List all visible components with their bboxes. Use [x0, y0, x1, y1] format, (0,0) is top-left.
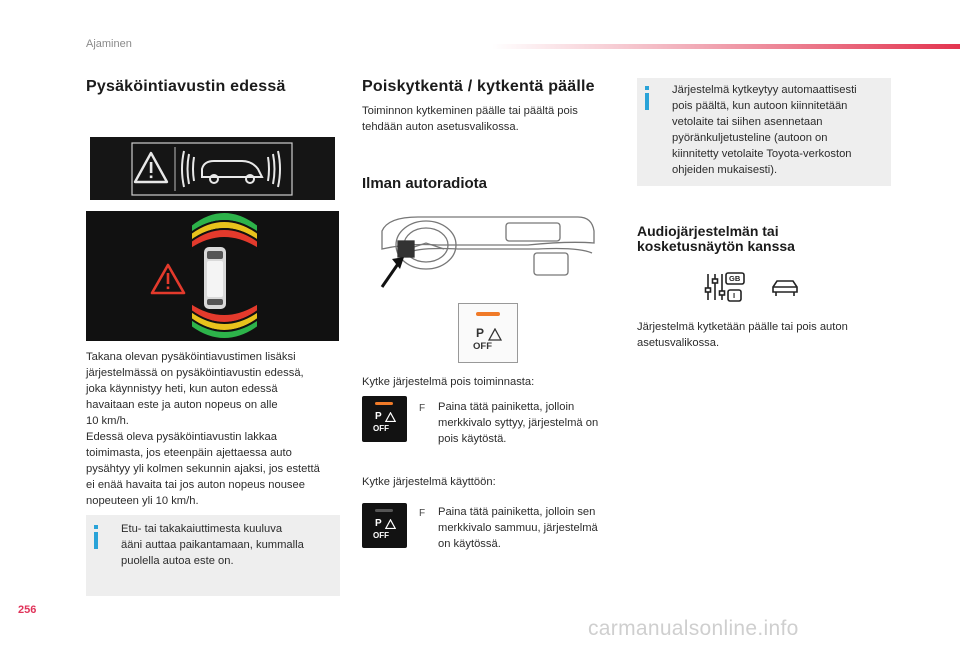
warning-icon: [488, 328, 502, 342]
dashboard-illustration: [378, 213, 598, 293]
right-subtitle: Audiojärjestelmän tai kosketusnäytön kanssa: [637, 223, 795, 254]
page-number: 256: [18, 604, 37, 616]
on-instructions: Paina tätä painiketta, jolloin sen merkkivalo sammuu, järjestelmä on käytössä.: [438, 506, 598, 550]
button-off-label: OFF: [473, 341, 492, 352]
middle-title: Poiskytkentä / kytkentä päälle: [362, 78, 595, 95]
watermark: carmanualsonline.info: [588, 617, 799, 640]
gb-label: GB: [729, 274, 741, 283]
left-info-note: Etu- tai takakaiuttimesta kuuluva ääni auttaa paikantamaan, kummalla puolella autoa este on.: [86, 515, 340, 596]
section-label: Ajaminen: [86, 38, 132, 50]
right-body: Järjestelmä kytketään päälle tai pois auton asetusvalikossa.: [637, 321, 848, 349]
parking-on-button-icon: P OFF: [362, 503, 407, 548]
car-side-icon: [202, 161, 262, 183]
indicator-led: [476, 312, 500, 316]
i-label: I: [733, 291, 736, 300]
parking-off-button-icon: P OFF: [362, 396, 407, 442]
on-label: Kytke järjestelmä käyttöön:: [362, 476, 496, 488]
header-accent-bar: [492, 44, 960, 49]
car-top-icon: [204, 247, 226, 309]
left-body: Takana olevan pysäköintiavustimen lisäksi järjestelmässä on pysäköintiavustin edessä, joka käynnistyy heti, kun auton edessä havaitaan este ja auton nopeus on alle 10 km/h. Edessä oleva pysäköintiavustin lakkaa toimimasta, jos eteenpäin ajettaessa auto pysähtyy yli kolmen sekunnin ajaksi, jos estettä ei enää havaita tai jos auton nopeus nousee nopeuteen yli 10 km/h.: [86, 351, 320, 507]
right-info-note: Järjestelmä kytkeytyy automaattisesti pois päältä, kun autoon kiinnitetään vetolaite tai siihen asennetaan pyöränkuljetusteline (autoon on kiinnitetty vetolaite Toyota-verkoston ohjeiden mukaisesti).: [637, 78, 891, 186]
info-icon: [645, 86, 649, 110]
button-p-label: P: [476, 326, 485, 340]
display-screen-image: [90, 137, 335, 200]
off-label: Kytke järjestelmä pois toiminnasta:: [362, 376, 535, 388]
bullet-icon: F: [419, 508, 426, 519]
warning-icon: [152, 265, 184, 293]
bullet-icon: F: [419, 403, 426, 414]
info-icon: [94, 525, 98, 549]
off-instructions: Paina tätä painiketta, jolloin merkkivalo syttyy, järjestelmä on pois käytöstä.: [438, 401, 599, 445]
left-title: Pysäköintiavustin edessä: [86, 78, 286, 95]
parking-zones-image: [86, 211, 339, 341]
middle-subtitle: Ilman autoradiota: [362, 175, 488, 192]
middle-intro: Toiminnon kytkeminen päälle tai päältä pois tehdään auton asetusvalikossa.: [362, 105, 578, 133]
warning-icon: [135, 153, 167, 182]
settings-sliders-icon: [704, 271, 746, 303]
parking-off-button-illustration: [458, 303, 518, 363]
car-icon: [770, 278, 800, 298]
